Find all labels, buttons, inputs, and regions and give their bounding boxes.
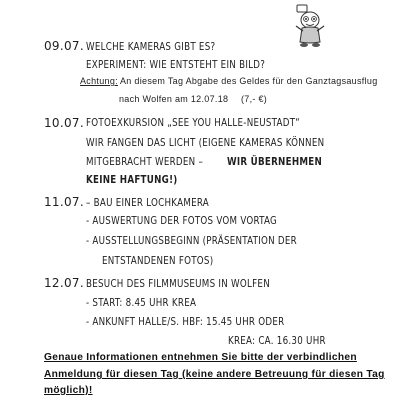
title-0907: WELCHE KAMERAS GIBT ES?	[86, 40, 216, 53]
achtung-label: Achtung:	[80, 76, 118, 86]
achtung-line2: nach Wolfen am 12.07.18	[119, 94, 229, 104]
line-1207-3: KREA: CA. 16.30 UHR	[228, 334, 326, 347]
footer-note-line-2: Anmeldung für diesen Tag (keine andere Betreuung für diesen Tag	[44, 369, 385, 380]
line-1107-3: ENTSTANDENEN FOTOS)	[102, 254, 214, 267]
footer-note-line-3: möglich)!	[44, 385, 93, 396]
date-1207: 12.07.	[44, 276, 84, 290]
footer-note-line-1: Genaue Informationen entnehmen Sie bitte der verbindlichen	[44, 352, 357, 363]
date-1007: 10.07.	[44, 116, 84, 130]
date-1107: 11.07.	[44, 195, 84, 209]
line-1207-2: - ANKUNFT HALLE/S. HBF: 15.45 UHR ODER	[86, 315, 285, 328]
line-1107-1: - AUSWERTUNG DER FOTOS VOM VORTAG	[86, 214, 278, 227]
line-1007-1: WIR FANGEN DAS LICHT (EIGENE KAMERAS KÖNNEN	[86, 136, 325, 149]
camera-mascot-icon	[290, 4, 330, 53]
achtung-amount: (7,- €)	[241, 94, 268, 104]
title-1107: – BAU EINER LOCHKAMERA	[86, 196, 210, 209]
line-1007-bold2: KEINE HAFTUNG!)	[86, 173, 178, 186]
line-0907-1: EXPERIMENT: WIE ENTSTEHT EIN BILD?	[86, 58, 266, 71]
line-1007-2: MITGEBRACHT WERDEN –	[86, 155, 204, 168]
title-1207: BESUCH DES FILMMUSEUMS IN WOLFEN	[86, 277, 270, 290]
date-0907: 09.07.	[44, 39, 84, 53]
title-1007: FOTOEXKURSION „SEE YOU HALLE-NEUSTADT“	[86, 116, 301, 129]
line-1107-2: - AUSSTELLUNGSBEGINN (PRÄSENTATION DER	[86, 234, 297, 247]
achtung-text: An diesem Tag Abgabe des Geldes für den Ganztagsausflug	[120, 76, 378, 86]
line-1007-bold1: WIR ÜBERNEHMEN	[227, 155, 323, 168]
line-1207-1: - START: 8.45 UHR KREA	[86, 296, 197, 309]
